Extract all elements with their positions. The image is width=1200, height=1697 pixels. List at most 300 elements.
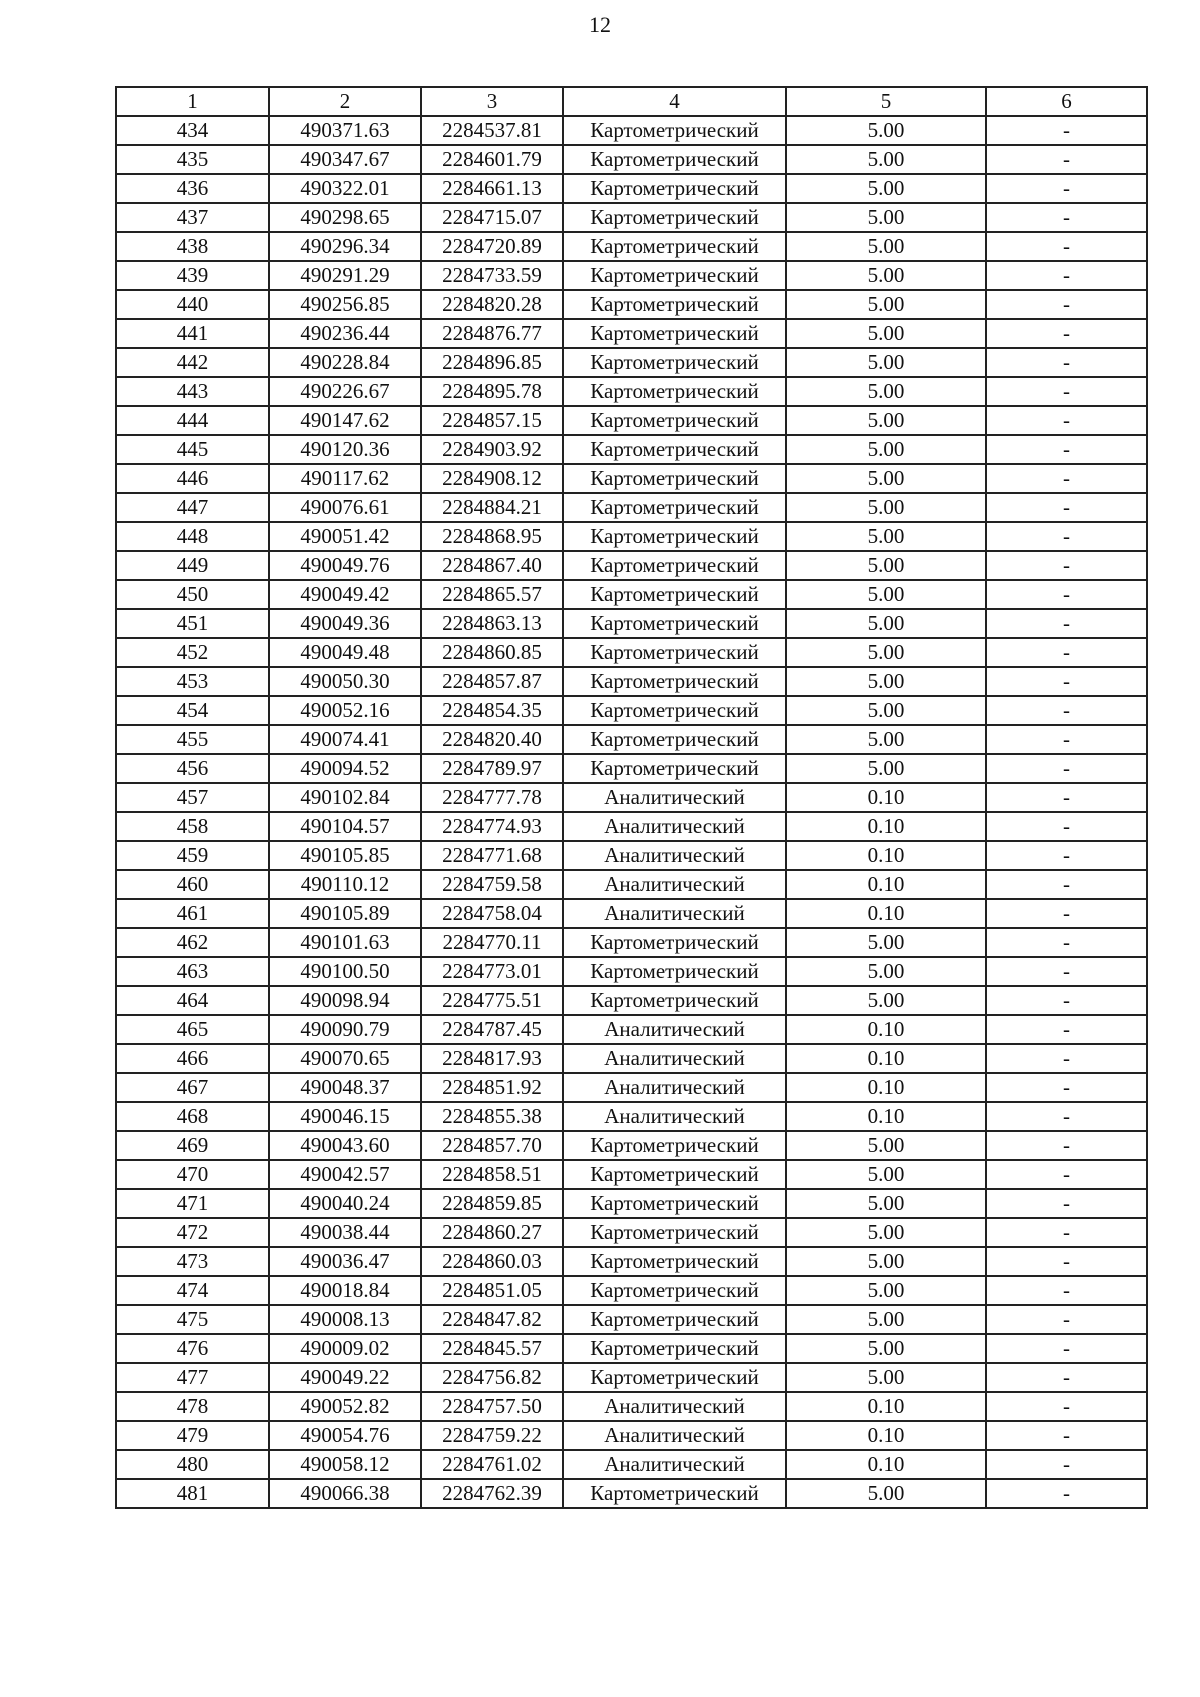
table-row <box>116 1015 1147 1044</box>
accuracy-cell: 5.00 <box>786 1131 986 1160</box>
header-col-4: 4 <box>563 87 786 116</box>
point-number-cell: 439 <box>116 261 269 290</box>
note-cell: - <box>986 1131 1147 1160</box>
y-coordinate-cell: 2284896.85 <box>421 348 563 377</box>
x-coordinate-cell: 490042.57 <box>269 1160 421 1189</box>
x-coordinate-cell: 490147.62 <box>269 406 421 435</box>
point-number-cell: 453 <box>116 667 269 696</box>
table-row <box>116 667 1147 696</box>
point-number-cell: 463 <box>116 957 269 986</box>
method-cell: Картометрический <box>563 232 786 261</box>
note-cell: - <box>986 1305 1147 1334</box>
note-cell: - <box>986 464 1147 493</box>
x-coordinate-cell: 490228.84 <box>269 348 421 377</box>
table-row <box>116 841 1147 870</box>
table-row <box>116 580 1147 609</box>
x-coordinate-cell: 490236.44 <box>269 319 421 348</box>
accuracy-cell: 5.00 <box>786 377 986 406</box>
method-cell: Картометрический <box>563 406 786 435</box>
table-body <box>116 116 1147 1508</box>
accuracy-cell: 5.00 <box>786 435 986 464</box>
x-coordinate-cell: 490049.76 <box>269 551 421 580</box>
y-coordinate-cell: 2284759.22 <box>421 1421 563 1450</box>
x-coordinate-cell: 490051.42 <box>269 522 421 551</box>
y-coordinate-cell: 2284756.82 <box>421 1363 563 1392</box>
x-coordinate-cell: 490052.16 <box>269 696 421 725</box>
table-row <box>116 783 1147 812</box>
table-row <box>116 232 1147 261</box>
point-number-cell: 437 <box>116 203 269 232</box>
table-row <box>116 406 1147 435</box>
note-cell: - <box>986 522 1147 551</box>
x-coordinate-cell: 490049.36 <box>269 609 421 638</box>
y-coordinate-cell: 2284865.57 <box>421 580 563 609</box>
x-coordinate-cell: 490094.52 <box>269 754 421 783</box>
accuracy-cell: 5.00 <box>786 609 986 638</box>
method-cell: Картометрический <box>563 464 786 493</box>
point-number-cell: 434 <box>116 116 269 145</box>
method-cell: Картометрический <box>563 609 786 638</box>
header-col-5: 5 <box>786 87 986 116</box>
accuracy-cell: 5.00 <box>786 725 986 754</box>
point-number-cell: 436 <box>116 174 269 203</box>
y-coordinate-cell: 2284661.13 <box>421 174 563 203</box>
point-number-cell: 465 <box>116 1015 269 1044</box>
table-row <box>116 290 1147 319</box>
table-row <box>116 145 1147 174</box>
note-cell: - <box>986 1479 1147 1508</box>
method-cell: Картометрический <box>563 203 786 232</box>
note-cell: - <box>986 580 1147 609</box>
accuracy-cell: 5.00 <box>786 1160 986 1189</box>
note-cell: - <box>986 1218 1147 1247</box>
point-number-cell: 447 <box>116 493 269 522</box>
point-number-cell: 468 <box>116 1102 269 1131</box>
note-cell: - <box>986 812 1147 841</box>
note-cell: - <box>986 348 1147 377</box>
point-number-cell: 476 <box>116 1334 269 1363</box>
table-row <box>116 696 1147 725</box>
accuracy-cell: 0.10 <box>786 870 986 899</box>
page-number: 12 <box>589 12 611 37</box>
method-cell: Картометрический <box>563 522 786 551</box>
y-coordinate-cell: 2284762.39 <box>421 1479 563 1508</box>
accuracy-cell: 5.00 <box>786 1363 986 1392</box>
y-coordinate-cell: 2284845.57 <box>421 1334 563 1363</box>
y-coordinate-cell: 2284857.15 <box>421 406 563 435</box>
point-number-cell: 448 <box>116 522 269 551</box>
table-row <box>116 435 1147 464</box>
table-row <box>116 1363 1147 1392</box>
point-number-cell: 450 <box>116 580 269 609</box>
accuracy-cell: 5.00 <box>786 1479 986 1508</box>
x-coordinate-cell: 490105.89 <box>269 899 421 928</box>
table-header <box>116 87 1147 116</box>
x-coordinate-cell: 490038.44 <box>269 1218 421 1247</box>
point-number-cell: 475 <box>116 1305 269 1334</box>
method-cell: Картометрический <box>563 145 786 174</box>
method-cell: Аналитический <box>563 812 786 841</box>
y-coordinate-cell: 2284787.45 <box>421 1015 563 1044</box>
note-cell: - <box>986 493 1147 522</box>
y-coordinate-cell: 2284868.95 <box>421 522 563 551</box>
y-coordinate-cell: 2284860.27 <box>421 1218 563 1247</box>
y-coordinate-cell: 2284867.40 <box>421 551 563 580</box>
y-coordinate-cell: 2284860.03 <box>421 1247 563 1276</box>
x-coordinate-cell: 490018.84 <box>269 1276 421 1305</box>
x-coordinate-cell: 490291.29 <box>269 261 421 290</box>
y-coordinate-cell: 2284773.01 <box>421 957 563 986</box>
accuracy-cell: 5.00 <box>786 986 986 1015</box>
note-cell: - <box>986 754 1147 783</box>
note-cell: - <box>986 116 1147 145</box>
x-coordinate-cell: 490090.79 <box>269 1015 421 1044</box>
note-cell: - <box>986 1363 1147 1392</box>
x-coordinate-cell: 490298.65 <box>269 203 421 232</box>
point-number-cell: 458 <box>116 812 269 841</box>
y-coordinate-cell: 2284895.78 <box>421 377 563 406</box>
x-coordinate-cell: 490101.63 <box>269 928 421 957</box>
note-cell: - <box>986 870 1147 899</box>
x-coordinate-cell: 490054.76 <box>269 1421 421 1450</box>
accuracy-cell: 5.00 <box>786 203 986 232</box>
note-cell: - <box>986 609 1147 638</box>
note-cell: - <box>986 1160 1147 1189</box>
note-cell: - <box>986 261 1147 290</box>
point-number-cell: 457 <box>116 783 269 812</box>
note-cell: - <box>986 1015 1147 1044</box>
y-coordinate-cell: 2284854.35 <box>421 696 563 725</box>
table-row <box>116 754 1147 783</box>
method-cell: Картометрический <box>563 1305 786 1334</box>
note-cell: - <box>986 638 1147 667</box>
y-coordinate-cell: 2284775.51 <box>421 986 563 1015</box>
accuracy-cell: 0.10 <box>786 1015 986 1044</box>
method-cell: Аналитический <box>563 870 786 899</box>
method-cell: Аналитический <box>563 1015 786 1044</box>
accuracy-cell: 5.00 <box>786 1334 986 1363</box>
x-coordinate-cell: 490110.12 <box>269 870 421 899</box>
note-cell: - <box>986 1276 1147 1305</box>
method-cell: Картометрический <box>563 1363 786 1392</box>
table-row <box>116 1305 1147 1334</box>
table-row <box>116 1392 1147 1421</box>
method-cell: Картометрический <box>563 377 786 406</box>
point-number-cell: 466 <box>116 1044 269 1073</box>
y-coordinate-cell: 2284601.79 <box>421 145 563 174</box>
x-coordinate-cell: 490050.30 <box>269 667 421 696</box>
y-coordinate-cell: 2284758.04 <box>421 899 563 928</box>
note-cell: - <box>986 725 1147 754</box>
accuracy-cell: 5.00 <box>786 261 986 290</box>
accuracy-cell: 0.10 <box>786 812 986 841</box>
header-col-2: 2 <box>269 87 421 116</box>
table-row <box>116 319 1147 348</box>
method-cell: Аналитический <box>563 841 786 870</box>
y-coordinate-cell: 2284876.77 <box>421 319 563 348</box>
method-cell: Картометрический <box>563 1276 786 1305</box>
note-cell: - <box>986 1189 1147 1218</box>
method-cell: Картометрический <box>563 957 786 986</box>
point-number-cell: 481 <box>116 1479 269 1508</box>
note-cell: - <box>986 1073 1147 1102</box>
method-cell: Картометрический <box>563 1218 786 1247</box>
method-cell: Картометрический <box>563 319 786 348</box>
point-number-cell: 470 <box>116 1160 269 1189</box>
note-cell: - <box>986 319 1147 348</box>
y-coordinate-cell: 2284733.59 <box>421 261 563 290</box>
method-cell: Картометрический <box>563 928 786 957</box>
x-coordinate-cell: 490117.62 <box>269 464 421 493</box>
point-number-cell: 440 <box>116 290 269 319</box>
accuracy-cell: 5.00 <box>786 1218 986 1247</box>
x-coordinate-cell: 490296.34 <box>269 232 421 261</box>
point-number-cell: 452 <box>116 638 269 667</box>
table-row <box>116 1131 1147 1160</box>
table-row <box>116 551 1147 580</box>
accuracy-cell: 5.00 <box>786 696 986 725</box>
method-cell: Картометрический <box>563 1479 786 1508</box>
accuracy-cell: 5.00 <box>786 551 986 580</box>
table-row <box>116 522 1147 551</box>
table-row <box>116 870 1147 899</box>
accuracy-cell: 5.00 <box>786 638 986 667</box>
x-coordinate-cell: 490049.48 <box>269 638 421 667</box>
note-cell: - <box>986 1334 1147 1363</box>
method-cell: Картометрический <box>563 116 786 145</box>
table-row <box>116 1479 1147 1508</box>
y-coordinate-cell: 2284847.82 <box>421 1305 563 1334</box>
accuracy-cell: 5.00 <box>786 580 986 609</box>
y-coordinate-cell: 2284855.38 <box>421 1102 563 1131</box>
x-coordinate-cell: 490070.65 <box>269 1044 421 1073</box>
x-coordinate-cell: 490009.02 <box>269 1334 421 1363</box>
accuracy-cell: 5.00 <box>786 174 986 203</box>
accuracy-cell: 0.10 <box>786 783 986 812</box>
method-cell: Картометрический <box>563 261 786 290</box>
method-cell: Картометрический <box>563 493 786 522</box>
method-cell: Аналитический <box>563 1450 786 1479</box>
note-cell: - <box>986 377 1147 406</box>
table-row <box>116 638 1147 667</box>
table-row <box>116 986 1147 1015</box>
method-cell: Картометрический <box>563 696 786 725</box>
y-coordinate-cell: 2284858.51 <box>421 1160 563 1189</box>
accuracy-cell: 5.00 <box>786 348 986 377</box>
x-coordinate-cell: 490052.82 <box>269 1392 421 1421</box>
note-cell: - <box>986 1247 1147 1276</box>
y-coordinate-cell: 2284908.12 <box>421 464 563 493</box>
point-number-cell: 438 <box>116 232 269 261</box>
method-cell: Картометрический <box>563 986 786 1015</box>
accuracy-cell: 5.00 <box>786 319 986 348</box>
note-cell: - <box>986 174 1147 203</box>
point-number-cell: 480 <box>116 1450 269 1479</box>
table-row <box>116 377 1147 406</box>
accuracy-cell: 5.00 <box>786 290 986 319</box>
point-number-cell: 451 <box>116 609 269 638</box>
header-col-3: 3 <box>421 87 563 116</box>
accuracy-cell: 5.00 <box>786 464 986 493</box>
point-number-cell: 456 <box>116 754 269 783</box>
x-coordinate-cell: 490040.24 <box>269 1189 421 1218</box>
point-number-cell: 460 <box>116 870 269 899</box>
y-coordinate-cell: 2284777.78 <box>421 783 563 812</box>
y-coordinate-cell: 2284761.02 <box>421 1450 563 1479</box>
point-number-cell: 442 <box>116 348 269 377</box>
point-number-cell: 471 <box>116 1189 269 1218</box>
y-coordinate-cell: 2284789.97 <box>421 754 563 783</box>
table-row <box>116 1102 1147 1131</box>
y-coordinate-cell: 2284860.85 <box>421 638 563 667</box>
y-coordinate-cell: 2284757.50 <box>421 1392 563 1421</box>
accuracy-cell: 0.10 <box>786 1450 986 1479</box>
table-row <box>116 928 1147 957</box>
note-cell: - <box>986 783 1147 812</box>
y-coordinate-cell: 2284857.70 <box>421 1131 563 1160</box>
method-cell: Картометрический <box>563 754 786 783</box>
point-number-cell: 472 <box>116 1218 269 1247</box>
method-cell: Аналитический <box>563 899 786 928</box>
point-number-cell: 443 <box>116 377 269 406</box>
method-cell: Картометрический <box>563 725 786 754</box>
x-coordinate-cell: 490058.12 <box>269 1450 421 1479</box>
accuracy-cell: 5.00 <box>786 667 986 696</box>
note-cell: - <box>986 1392 1147 1421</box>
method-cell: Аналитический <box>563 783 786 812</box>
table-row <box>116 1044 1147 1073</box>
note-cell: - <box>986 928 1147 957</box>
note-cell: - <box>986 232 1147 261</box>
table-row <box>116 174 1147 203</box>
y-coordinate-cell: 2284851.92 <box>421 1073 563 1102</box>
note-cell: - <box>986 435 1147 464</box>
x-coordinate-cell: 490066.38 <box>269 1479 421 1508</box>
method-cell: Картометрический <box>563 667 786 696</box>
x-coordinate-cell: 490226.67 <box>269 377 421 406</box>
point-number-cell: 455 <box>116 725 269 754</box>
accuracy-cell: 0.10 <box>786 1073 986 1102</box>
x-coordinate-cell: 490120.36 <box>269 435 421 464</box>
y-coordinate-cell: 2284759.58 <box>421 870 563 899</box>
accuracy-cell: 5.00 <box>786 928 986 957</box>
point-number-cell: 474 <box>116 1276 269 1305</box>
note-cell: - <box>986 203 1147 232</box>
method-cell: Аналитический <box>563 1392 786 1421</box>
method-cell: Картометрический <box>563 1189 786 1218</box>
y-coordinate-cell: 2284820.40 <box>421 725 563 754</box>
table-row <box>116 899 1147 928</box>
y-coordinate-cell: 2284817.93 <box>421 1044 563 1073</box>
point-number-cell: 467 <box>116 1073 269 1102</box>
table-row <box>116 725 1147 754</box>
x-coordinate-cell: 490100.50 <box>269 957 421 986</box>
point-number-cell: 469 <box>116 1131 269 1160</box>
accuracy-cell: 5.00 <box>786 1305 986 1334</box>
note-cell: - <box>986 290 1147 319</box>
method-cell: Картометрический <box>563 1334 786 1363</box>
table-row <box>116 1276 1147 1305</box>
table-row <box>116 348 1147 377</box>
y-coordinate-cell: 2284851.05 <box>421 1276 563 1305</box>
y-coordinate-cell: 2284720.89 <box>421 232 563 261</box>
x-coordinate-cell: 490104.57 <box>269 812 421 841</box>
table-row <box>116 493 1147 522</box>
table-row <box>116 1073 1147 1102</box>
method-cell: Картометрический <box>563 551 786 580</box>
method-cell: Картометрический <box>563 1160 786 1189</box>
x-coordinate-cell: 490008.13 <box>269 1305 421 1334</box>
header-row <box>116 87 1147 116</box>
note-cell: - <box>986 1421 1147 1450</box>
note-cell: - <box>986 667 1147 696</box>
point-number-cell: 473 <box>116 1247 269 1276</box>
note-cell: - <box>986 957 1147 986</box>
accuracy-cell: 5.00 <box>786 406 986 435</box>
y-coordinate-cell: 2284715.07 <box>421 203 563 232</box>
y-coordinate-cell: 2284820.28 <box>421 290 563 319</box>
point-number-cell: 459 <box>116 841 269 870</box>
x-coordinate-cell: 490036.47 <box>269 1247 421 1276</box>
accuracy-cell: 0.10 <box>786 1102 986 1131</box>
accuracy-cell: 5.00 <box>786 145 986 174</box>
note-cell: - <box>986 696 1147 725</box>
table-row <box>116 957 1147 986</box>
method-cell: Аналитический <box>563 1044 786 1073</box>
x-coordinate-cell: 490322.01 <box>269 174 421 203</box>
accuracy-cell: 0.10 <box>786 841 986 870</box>
table-row <box>116 1334 1147 1363</box>
accuracy-cell: 5.00 <box>786 1276 986 1305</box>
note-cell: - <box>986 1102 1147 1131</box>
x-coordinate-cell: 490105.85 <box>269 841 421 870</box>
table-row <box>116 1247 1147 1276</box>
y-coordinate-cell: 2284863.13 <box>421 609 563 638</box>
table-row <box>116 1218 1147 1247</box>
point-number-cell: 461 <box>116 899 269 928</box>
note-cell: - <box>986 986 1147 1015</box>
point-number-cell: 445 <box>116 435 269 464</box>
point-number-cell: 454 <box>116 696 269 725</box>
note-cell: - <box>986 145 1147 174</box>
accuracy-cell: 0.10 <box>786 899 986 928</box>
method-cell: Картометрический <box>563 435 786 464</box>
note-cell: - <box>986 551 1147 580</box>
point-number-cell: 478 <box>116 1392 269 1421</box>
method-cell: Аналитический <box>563 1073 786 1102</box>
table-row <box>116 1189 1147 1218</box>
point-number-cell: 435 <box>116 145 269 174</box>
note-cell: - <box>986 1450 1147 1479</box>
table-row <box>116 609 1147 638</box>
x-coordinate-cell: 490256.85 <box>269 290 421 319</box>
accuracy-cell: 5.00 <box>786 232 986 261</box>
y-coordinate-cell: 2284859.85 <box>421 1189 563 1218</box>
method-cell: Аналитический <box>563 1421 786 1450</box>
table-row <box>116 116 1147 145</box>
method-cell: Картометрический <box>563 290 786 319</box>
x-coordinate-cell: 490074.41 <box>269 725 421 754</box>
note-cell: - <box>986 841 1147 870</box>
y-coordinate-cell: 2284774.93 <box>421 812 563 841</box>
method-cell: Картометрический <box>563 174 786 203</box>
table-row <box>116 1421 1147 1450</box>
note-cell: - <box>986 899 1147 928</box>
x-coordinate-cell: 490049.42 <box>269 580 421 609</box>
method-cell: Картометрический <box>563 638 786 667</box>
method-cell: Картометрический <box>563 1247 786 1276</box>
x-coordinate-cell: 490347.67 <box>269 145 421 174</box>
